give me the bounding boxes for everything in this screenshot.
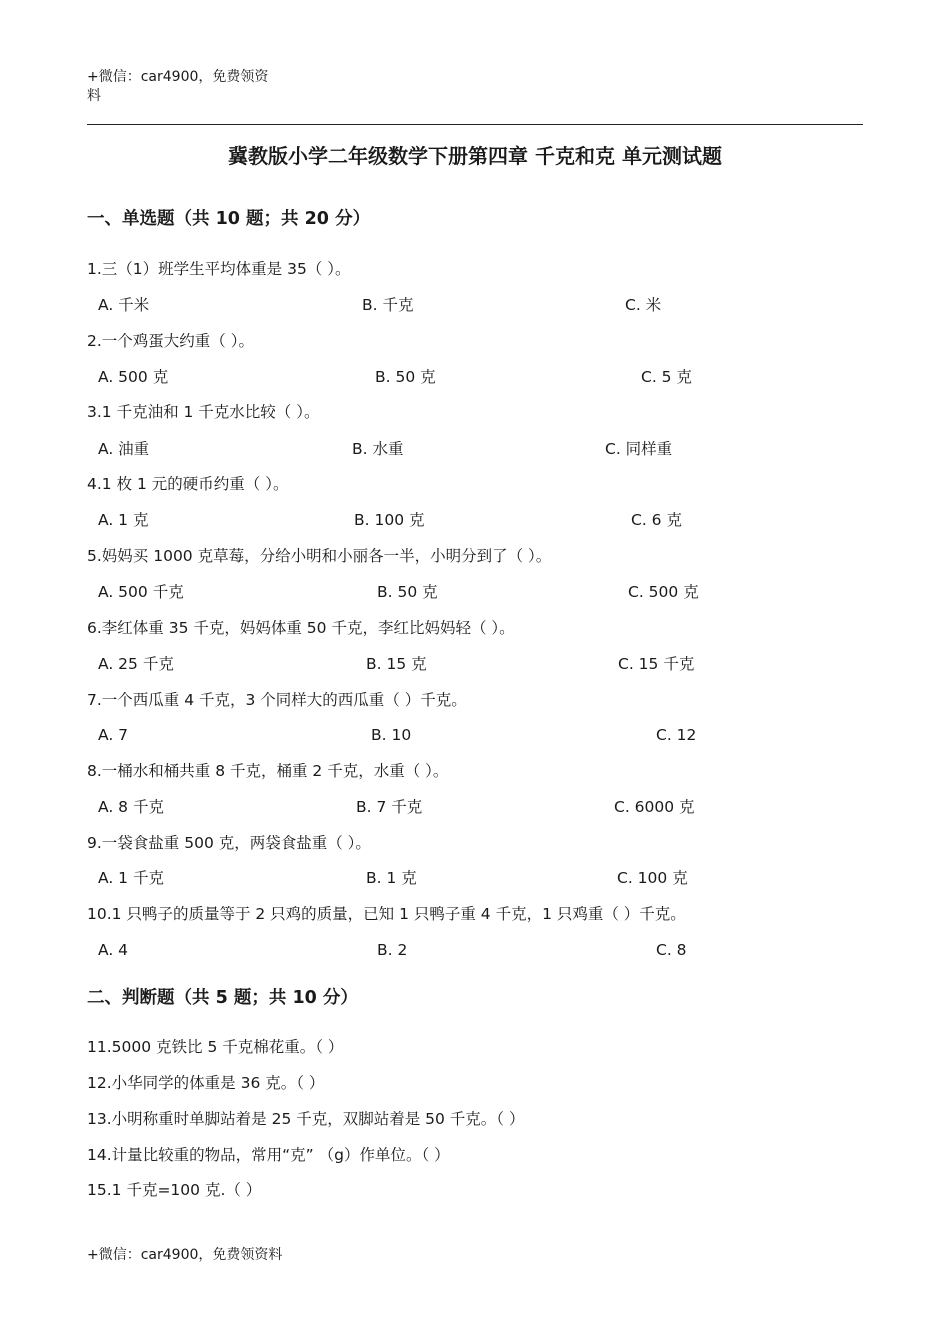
question-8-option-c: C. 6000 克 xyxy=(614,798,695,816)
question-10-option-a: A. 4 xyxy=(98,941,129,959)
question-10: 10.1 只鸭子的质量等于 2 只鸡的质量，已知 1 只鸭子重 4 千克，1 只鸡重（ ）千克。 xyxy=(87,905,686,923)
section-heading-true-false: 二、判断题（共 5 题；共 10 分） xyxy=(87,988,358,1008)
question-5-option-b: B. 50 克 xyxy=(377,583,438,601)
page-title: 冀教版小学二年级数学下册第四章 千克和克 单元测试题 xyxy=(228,144,722,168)
question-5-option-c: C. 500 克 xyxy=(628,583,699,601)
question-8-option-b: B. 7 千克 xyxy=(356,798,423,816)
question-1-option-c: C. 米 xyxy=(625,296,662,314)
question-4-option-c: C. 6 克 xyxy=(631,511,682,529)
question-9: 9.一袋食盐重 500 克，两袋食盐重（ ）。 xyxy=(87,834,371,852)
question-4-option-a: A. 1 克 xyxy=(98,511,149,529)
question-2: 2.一个鸡蛋大约重（ ）。 xyxy=(87,332,254,350)
question-3-option-c: C. 同样重 xyxy=(605,440,673,458)
question-7-option-a: A. 7 xyxy=(98,726,129,744)
question-2-option-c: C. 5 克 xyxy=(641,368,692,386)
question-10-option-b: B. 2 xyxy=(377,941,408,959)
question-13: 13.小明称重时单脚站着是 25 千克，双脚站着是 50 千克。（ ） xyxy=(87,1110,525,1128)
question-9-option-c: C. 100 克 xyxy=(617,869,688,887)
question-8-option-a: A. 8 千克 xyxy=(98,798,164,816)
question-3-option-a: A. 油重 xyxy=(98,440,150,458)
question-7-option-b: B. 10 xyxy=(371,726,412,744)
question-6-option-b: B. 15 克 xyxy=(366,655,427,673)
footer-watermark-note: +微信：car4900，免费领资料 xyxy=(87,1247,283,1263)
question-5-option-a: A. 500 千克 xyxy=(98,583,184,601)
question-15: 15.1 千克=100 克.（ ） xyxy=(87,1181,262,1199)
question-8: 8.一桶水和桶共重 8 千克，桶重 2 千克，水重（ ）。 xyxy=(87,762,449,780)
question-1-option-b: B. 千克 xyxy=(362,296,414,314)
question-9-option-a: A. 1 千克 xyxy=(98,869,164,887)
section-heading-single-choice: 一、单选题（共 10 题；共 20 分） xyxy=(87,209,371,229)
question-1: 1.三（1）班学生平均体重是 35（ ）。 xyxy=(87,260,351,278)
question-2-option-b: B. 50 克 xyxy=(375,368,436,386)
question-14: 14.计量比较重的物品，常用“克” （g）作单位。（ ） xyxy=(87,1146,450,1164)
header-divider xyxy=(87,124,863,125)
question-4: 4.1 枚 1 元的硬币约重（ ）。 xyxy=(87,475,289,493)
question-1-option-a: A. 千米 xyxy=(98,296,150,314)
question-6: 6.李红体重 35 千克，妈妈体重 50 千克，李红比妈妈轻（ ）。 xyxy=(87,619,515,637)
header-watermark-note: +微信：car4900，免费领资料 xyxy=(87,69,269,104)
question-11: 11.5000 克铁比 5 千克棉花重。（ ） xyxy=(87,1038,344,1056)
question-2-option-a: A. 500 克 xyxy=(98,368,169,386)
question-7-option-c: C. 12 xyxy=(656,726,697,744)
question-9-option-b: B. 1 克 xyxy=(366,869,417,887)
question-3-option-b: B. 水重 xyxy=(352,440,404,458)
question-3: 3.1 千克油和 1 千克水比较（ ）。 xyxy=(87,403,320,421)
question-6-option-c: C. 15 千克 xyxy=(618,655,695,673)
question-12: 12.小华同学的体重是 36 克。（ ） xyxy=(87,1074,325,1092)
question-4-option-b: B. 100 克 xyxy=(354,511,425,529)
question-6-option-a: A. 25 千克 xyxy=(98,655,174,673)
question-7: 7.一个西瓜重 4 千克，3 个同样大的西瓜重（ ）千克。 xyxy=(87,691,467,709)
question-5: 5.妈妈买 1000 克草莓，分给小明和小丽各一半，小明分到了（ ）。 xyxy=(87,547,552,565)
question-10-option-c: C. 8 xyxy=(656,941,687,959)
